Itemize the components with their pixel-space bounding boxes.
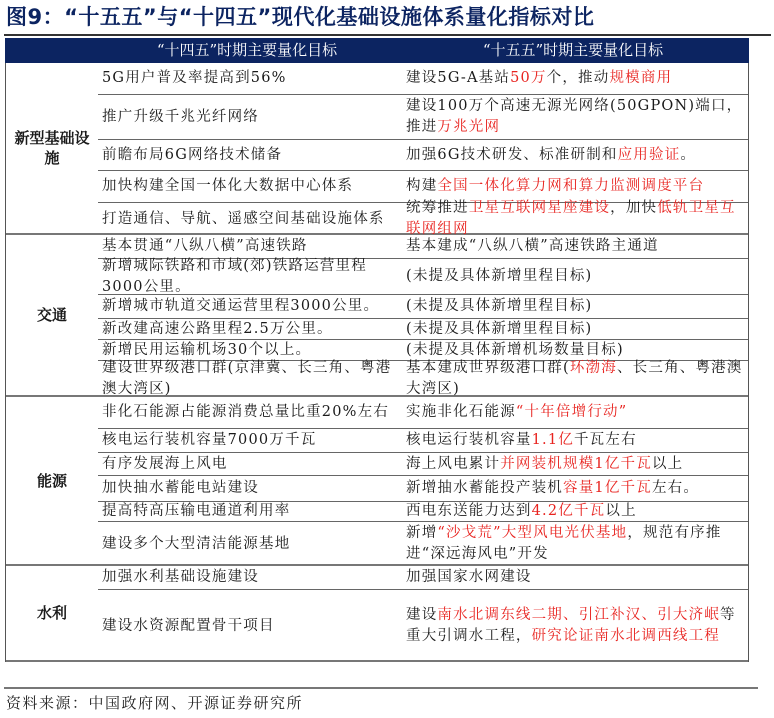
table-row [98,476,748,502]
cell-15th-plan [406,522,744,566]
highlight-text: 研究论证南水北调西线工程 [531,628,721,644]
cell-14th-plan: 5G用户普及率提高到56% [102,70,287,86]
plain-text: 以上 [651,455,684,472]
cell-14th-plan: 新增城际铁路和市域(郊)铁路运营里程3000公里。 [102,257,367,295]
plain-text: (未提及具体新增里程目标) [406,268,593,284]
title-divider [4,34,771,36]
cell-15th-plan [406,502,744,521]
cell-15th-plan [406,476,744,501]
table-row [98,522,748,566]
cell-15th-plan [406,590,744,662]
source-note: 资料来源：中国政府网、开源证券研究所 [6,694,304,712]
table-row [98,453,748,476]
plain-text: 实施非化石能源 [406,404,516,420]
category-label: 新型基础设施 [14,129,90,167]
highlight-text: 应用验证 [617,146,681,163]
cell-15th-plan [406,429,744,452]
cell-15th-plan [406,340,744,360]
plain-text: 西电东送能力达到 [406,503,532,519]
header-15th-plan: “十五五”时期主要量化目标 [482,41,664,59]
cell-14th-plan: 核电运行装机容量7000万千瓦 [102,432,317,448]
cell-14th-plan: 加快构建全国一体化大数据中心体系 [102,178,354,194]
table-row [98,502,748,522]
highlight-text: “沙戈荒”大型风电光伏基地 [437,525,628,541]
plain-text: 加强6G技术研发、标准研制和 [406,146,618,163]
plain-text: 建设100万个高速无源光网络(50GPON)端口，推进 [406,98,743,135]
highlight-text: “十年倍增行动” [515,404,628,420]
category-label: 交通 [36,306,67,324]
cell-14th-plan: 打造通信、导航、遥感空间基础设施体系 [102,210,385,227]
plain-text: 加强国家水网建设 [406,569,532,585]
cell-15th-plan [406,361,744,397]
table-row [98,63,748,95]
cell-15th-plan [406,200,744,237]
plain-text: 建设5G-A基站 [406,70,511,86]
highlight-text: 4.2亿千瓦 [531,503,606,519]
cell-15th-plan [406,140,744,170]
plain-text: 等重大引调水工程， [406,607,736,644]
plain-text: 千瓦左右 [573,432,637,448]
highlight-text: 全国一体化算力网和算力监测调度平台 [437,178,705,194]
plain-text: 基本建成世界级港口群( [406,360,570,376]
cell-14th-plan: 基本贯通“八纵八横”高速铁路 [102,238,308,254]
cell-14th-plan: 建设水资源配置骨干项目 [102,617,275,634]
highlight-text: 50万 [510,70,547,86]
cell-14th-plan: 加快抽水蓄能电站建设 [102,480,259,496]
table-row [98,566,748,590]
highlight-text: 环渤海 [569,360,617,376]
cell-15th-plan [406,63,744,94]
group-new-infrastructure [6,63,748,235]
plain-text: 新增 [406,525,438,541]
table-row [98,259,748,295]
category-label: 水利 [36,604,67,622]
highlight-text: 低轨卫星互联网组网 [406,200,736,237]
figure-title: 图9：“十五五”与“十四五”现代化基础设施体系量化指标对比 [6,5,595,29]
highlight-text: 卫星互联网星座建设 [468,200,611,216]
cell-14th-plan: 建设多个大型清洁能源基地 [102,535,291,552]
cell-15th-plan [406,397,744,428]
highlight-text: 并网装机规模1亿千瓦 [500,455,652,472]
cell-15th-plan [406,453,744,475]
table-row [98,319,748,340]
cell-14th-plan: 有序发展海上风电 [102,455,228,472]
header-14th-plan: “十四五”时期主要量化目标 [156,41,338,59]
plain-text: (未提及具体新增里程目标) [406,298,593,314]
plain-text: 核电运行装机容量 [406,432,532,448]
category-label: 能源 [36,471,67,490]
table-header [5,38,749,63]
highlight-text: 1.1亿 [531,432,574,448]
cell-15th-plan [406,259,744,294]
table-row [98,295,748,319]
cell-14th-plan: 提高特高压输电通道利用率 [102,503,291,519]
table-body [5,63,749,662]
group-energy [6,397,748,566]
source-divider [4,687,758,689]
cell-15th-plan [406,235,744,258]
plain-text: 。 [680,146,697,163]
cell-14th-plan: 非化石能源占能源消费总量比重20%左右 [102,404,390,420]
cell-14th-plan: 建设世界级港口群(京津冀、长三角、粤港澳大湾区) [102,360,392,397]
cell-14th-plan: 新改建高速公路里程2.5万公里。 [102,320,333,337]
cell-15th-plan [406,566,744,589]
table-row [98,200,748,237]
highlight-text: 规模商用 [609,70,673,86]
plain-text: 个，推动 [546,70,610,86]
cell-15th-plan [406,95,744,139]
plain-text: 基本建成“八纵八横”高速铁路主通道 [406,238,659,254]
plain-text: 左右。 [651,480,700,496]
table-row [98,429,748,453]
cell-14th-plan: 新增城市轨道交通运营里程3000公里。 [102,298,380,314]
plain-text: ，加快 [610,200,658,216]
plain-text: 以上 [605,503,637,519]
cell-14th-plan: 新增民用运输机场30个以上。 [102,341,312,358]
plain-text: ，规范有序推进“深远海风电”开发 [406,525,722,562]
highlight-text: 万兆光网 [437,119,501,135]
plain-text: 、长三角、粤港澳大湾区) [406,360,743,397]
cell-14th-plan: 推广升级千兆光纤网络 [102,108,259,125]
plain-text: 海上风电累计 [406,455,501,472]
plain-text: 统筹推进 [406,200,469,216]
cell-14th-plan: 加强水利基础设施建设 [102,569,259,585]
plain-text: 构建 [406,178,438,194]
table-row [98,590,748,662]
table-row [98,140,748,171]
table-row [98,397,748,429]
group-water-conservancy [6,566,748,662]
plain-text: 新增抽水蓄能投产装机 [406,480,563,496]
highlight-text: 南水北调东线二期、引江补汉、引大济岷 [437,607,721,623]
group-transportation [6,235,748,397]
plain-text: 建设 [406,607,438,623]
cell-14th-plan: 前瞻布局6G网络技术储备 [102,146,283,163]
plain-text: (未提及具体新增机场数量目标) [406,341,624,358]
cell-15th-plan [406,295,744,318]
cell-15th-plan [406,319,744,339]
table-row [98,361,748,397]
plain-text: (未提及具体新增里程目标) [406,320,593,337]
table-row [98,95,748,140]
highlight-text: 容量1亿千瓦 [563,480,652,496]
